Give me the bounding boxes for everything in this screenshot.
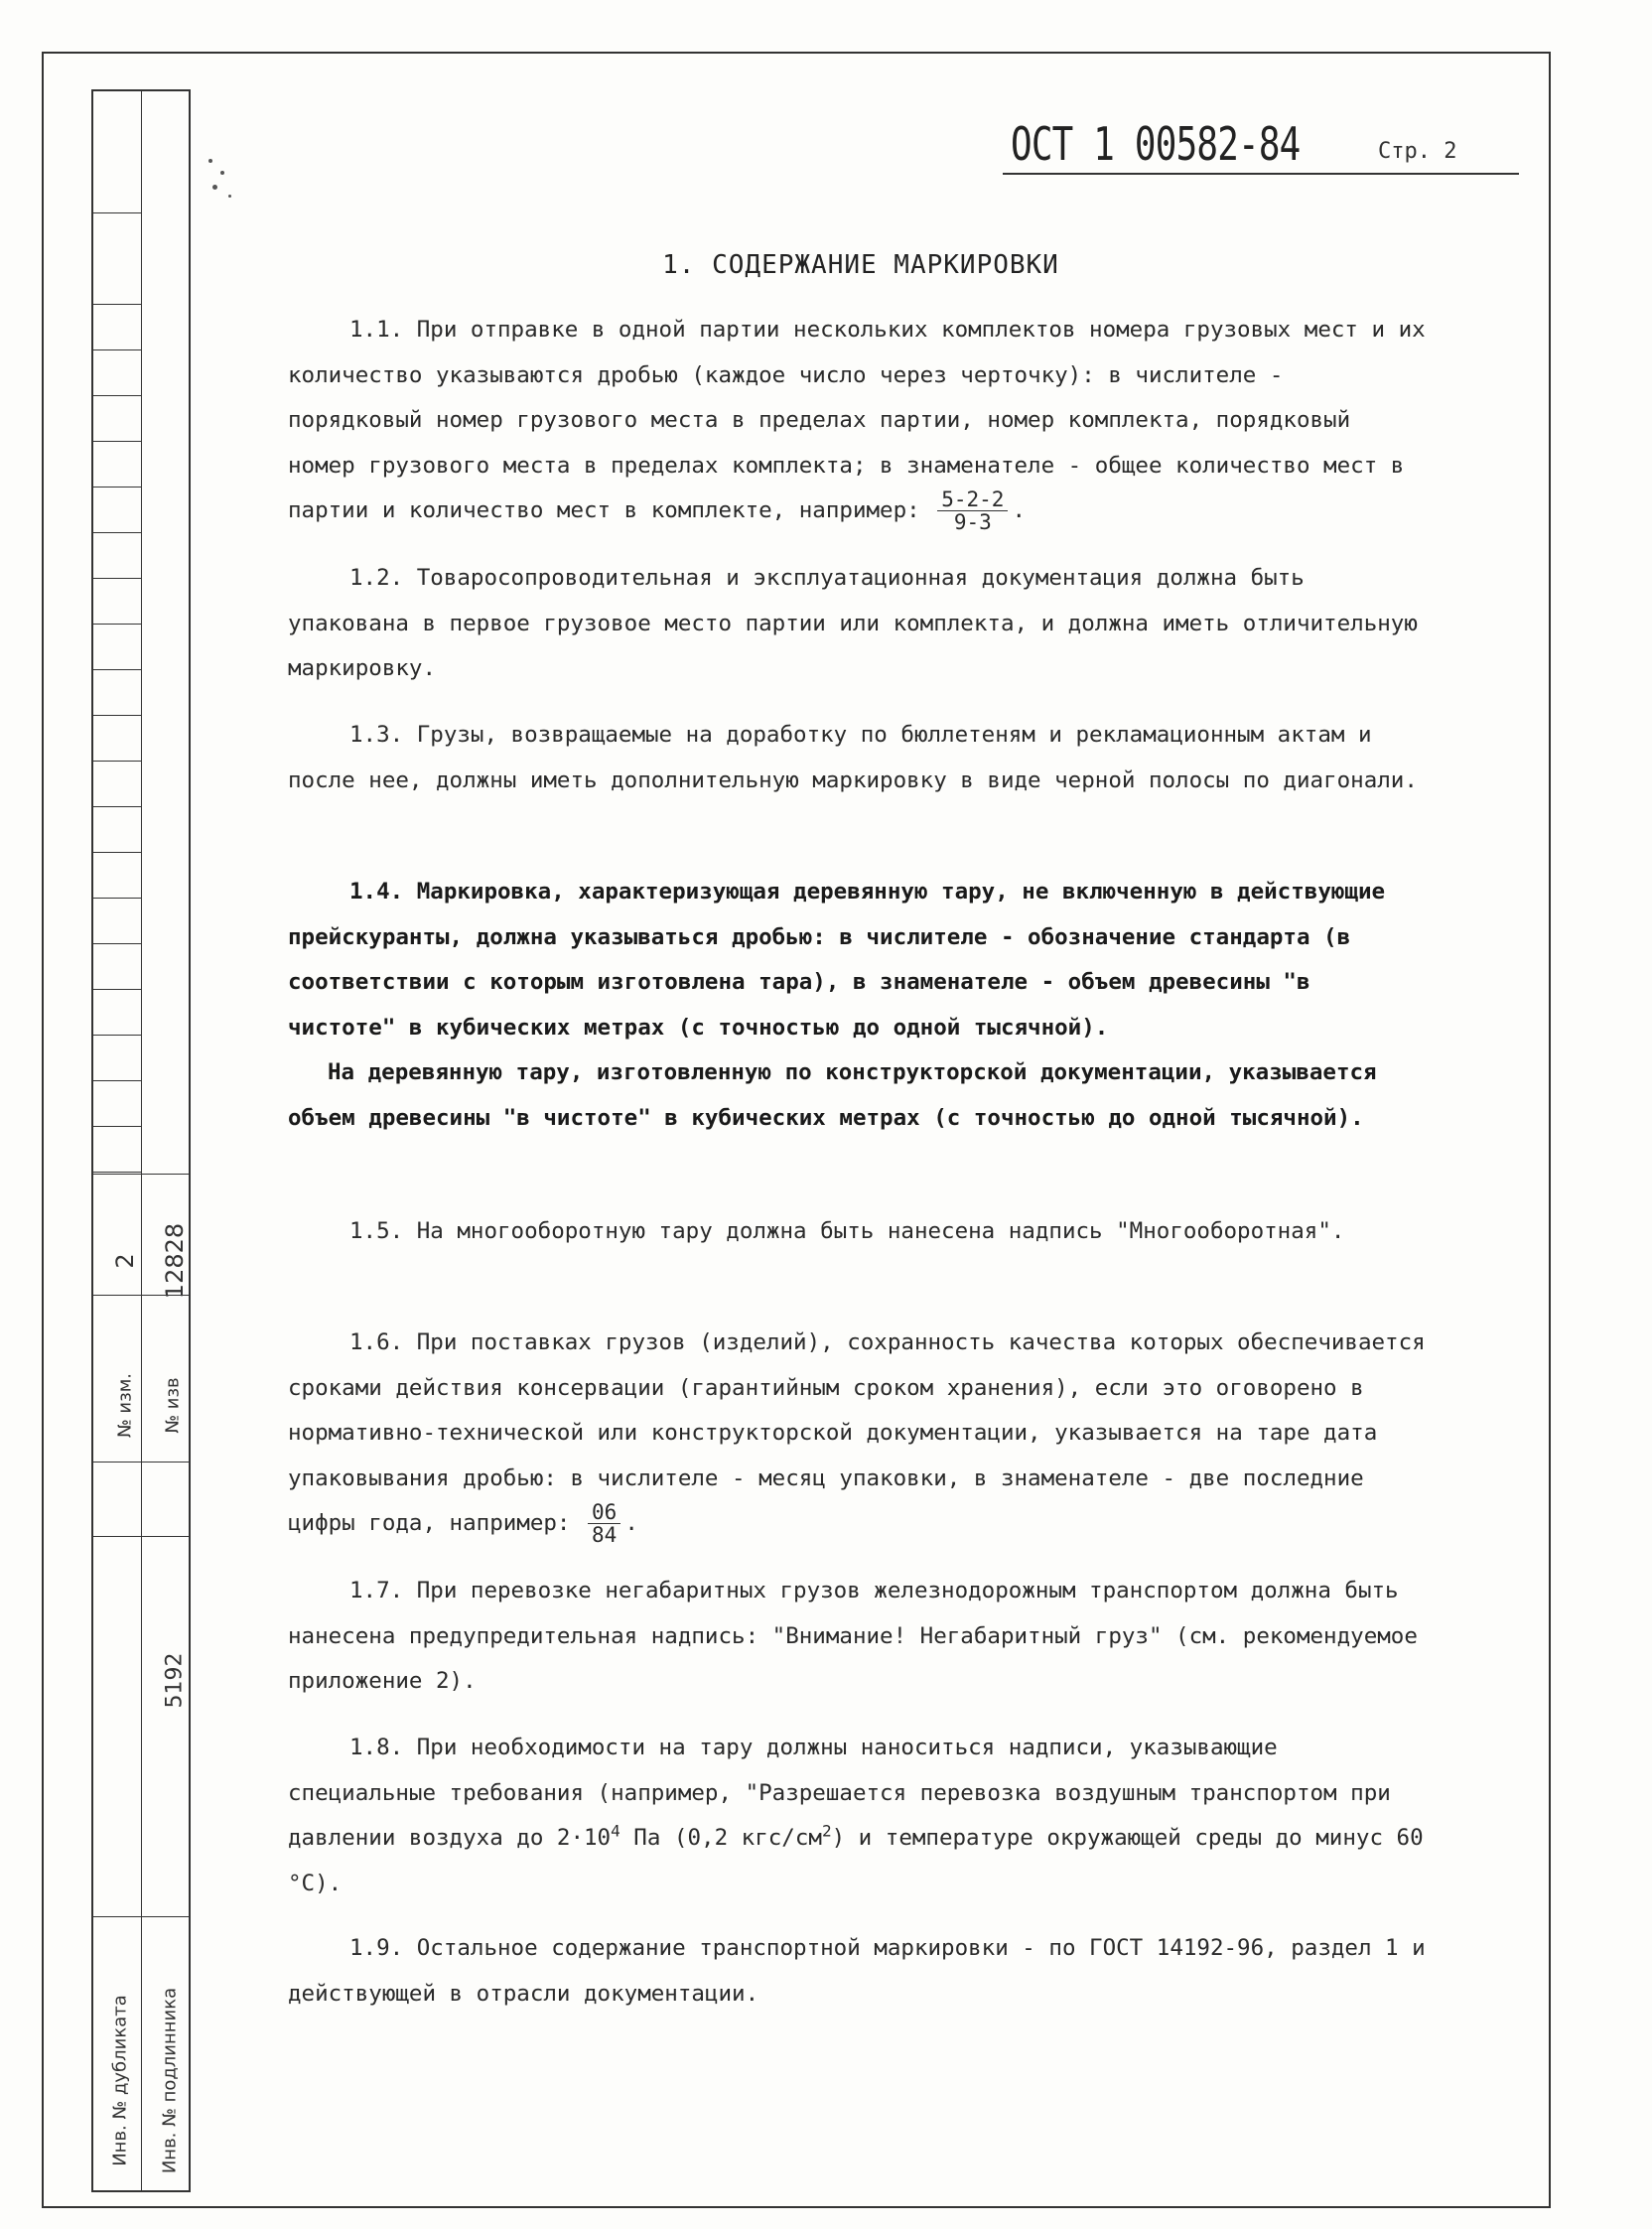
- sidebar-divider: [141, 91, 142, 2190]
- fraction-denominator: 9-3: [953, 510, 992, 534]
- rev-label: № изм.: [114, 1373, 136, 1439]
- paragraph-1-1: 1.1. При отправке в одной партии нескольких комплектов номера грузовых мест и их количество указываются дробью (каждое число через черточку): в числителе - порядковый номер грузового места в пределах партии, номер комплекта, порядковый номер грузового места в пределах комплекта; в знаменателе - общее количество мест в партии и количество мест в комплекте, например: $\frac{5-2-2}{9-3}$ .: [288, 317, 1426, 534]
- dup-value: 5192: [162, 1652, 188, 1709]
- paragraph-text: 1.9. Остальное содержание транспортной маркировки - по ГОСТ 14192-96, раздел 1 и действующей в отрасли документации.: [288, 1935, 1426, 2007]
- paragraph-1-3: [288, 713, 1430, 803]
- fraction-denominator: 84: [592, 1523, 618, 1547]
- rev-value: 2: [111, 1253, 139, 1269]
- paragraph-1-7: [288, 1569, 1430, 1705]
- paragraph-text: 1.3. Грузы, возвращаемые на доработку по бюллетеням и рекламационным актам и после нее, должны иметь дополнительную маркировку в виде черной полосы по диагонали.: [288, 722, 1418, 793]
- paragraph-text: Па (0,2 кгс/см: [620, 1825, 822, 1851]
- paragraph-1-6: 1.6. При поставках грузов (изделий), сохранность качества которых обеспечивается сроками действия консервации (гарантийным сроком хранения), если это оговорено в нормативно-технической или конструкторской документации, указывается на таре дата упаковывания дробью: в числителе - месяц упаковки, в знаменателе - две последние цифры года, например: $\frac{06}{84}$ .: [288, 1329, 1426, 1547]
- header-rule: [1003, 173, 1519, 175]
- paragraph-text: 1.6. При поставках грузов (изделий), сохранность качества которых обеспечивается сроками действия консервации (гарантийным сроком хранения), если это оговорено в нормативно-технической или конструкторской документации, указывается на таре дата упаковывания дробью: в числителе - месяц упаковки, в знаменателе - две последние цифры года, например:: [288, 1329, 1426, 1536]
- page-number: Стр. 2: [1378, 139, 1457, 164]
- scan-speck: [220, 171, 224, 175]
- paragraph-1-4-continued: [288, 1050, 1430, 1141]
- paragraph-1-8: [288, 1726, 1430, 1906]
- paragraph-text: 1.5. На многооборотную тару должна быть нанесена надпись "Многооборотная".: [349, 1218, 1345, 1244]
- sidebar-stamp: [91, 89, 189, 2192]
- paragraph-text: На деревянную тару, изготовленную по конструкторской документации, указывается объем древесины "в чистоте" в кубических метрах (с точностью до одной тысячной).: [288, 1059, 1377, 1131]
- paragraph-1-5: [288, 1209, 1430, 1255]
- scan-speck: [228, 195, 231, 198]
- orig-label: Инв. № подлинника: [159, 1987, 181, 2174]
- scan-speck: [208, 159, 212, 163]
- paragraph-1-4: [288, 870, 1430, 1050]
- paragraph-text: ) и температуре окружающей среды до минус 60 °С).: [288, 1825, 1424, 1896]
- section-title: 1. СОДЕРЖАНИЕ МАРКИРОВКИ: [662, 250, 1059, 280]
- paragraph-1-9: [288, 1926, 1430, 2017]
- fraction-example: [588, 1501, 620, 1546]
- notice-label: № изв: [162, 1377, 184, 1434]
- exponent: 4: [611, 1821, 620, 1841]
- scan-speck: [212, 185, 217, 190]
- paragraph-text: 1.8. При необходимости на тару должны наноситься надписи, указывающие специальные требования (например, "Разрешается перевозка воздушным транспортом при давлении воздуха до 2·10: [288, 1735, 1391, 1851]
- paragraph-text: 1.7. При перевозке негабаритных грузов железнодорожным транспортом должна быть нанесена предупредительная надпись: "Внимание! Негабаритный груз" (см. рекомендуемое приложение 2).: [288, 1578, 1418, 1694]
- paragraph-text: 1.1. При отправке в одной партии нескольких комплектов номера грузовых мест и их количество указываются дробью (каждое число через черточку): в числителе - порядковый номер грузового места в пределах партии, номер комплекта, порядковый номер грузового места в пределах комплекта; в знаменателе - общее количество мест в партии и количество мест в комплекте, например:: [288, 317, 1426, 523]
- paragraph-text: 1.4. Маркировка, характеризующая деревянную тару, не включенную в действующие прейскуранты, должна указываться дробью: в числителе - обозначение стандарта (в соответствии с которым изготовлена тара), в знаменателе - объем древесины "в чистоте" в кубических метрах (с точностью до одной тысячной).: [288, 879, 1386, 1041]
- paragraph-text: 1.2. Товаросопроводительная и эксплуатационная документация должна быть упакована в первое грузовое место партии или комплекта, и должна иметь отличительную маркировку.: [288, 565, 1418, 681]
- exponent: 2: [821, 1821, 832, 1841]
- notice-value: 12828: [161, 1222, 189, 1300]
- fraction-numerator: 06: [588, 1501, 620, 1524]
- paragraph-1-2: [288, 556, 1430, 692]
- fraction-example: [937, 488, 1008, 533]
- dup-label: Инв. № дубликата: [109, 1995, 131, 2166]
- fraction-numerator: 5-2-2: [937, 488, 1008, 511]
- document-code: ОСТ 1 00582-84: [1011, 117, 1301, 171]
